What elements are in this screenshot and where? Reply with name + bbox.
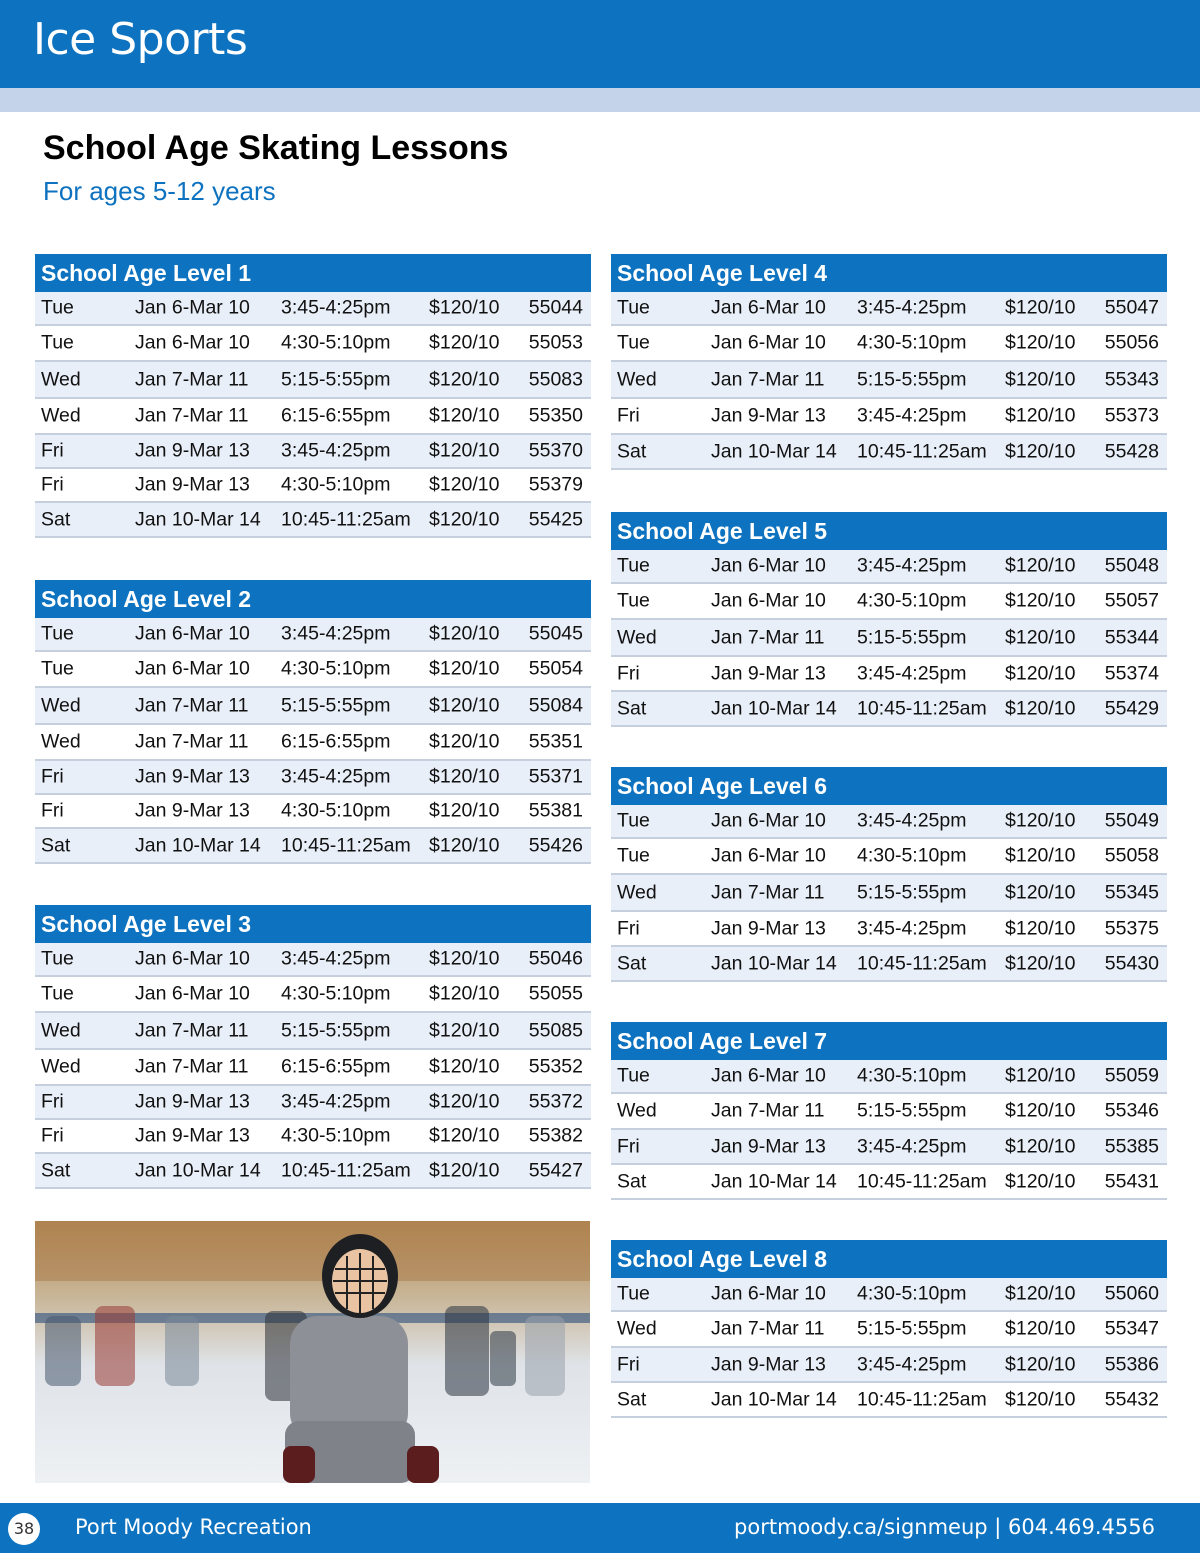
- page-subtitle: For ages 5-12 years: [43, 176, 276, 206]
- dates-cell: Jan 6-Mar 10: [711, 1282, 826, 1305]
- price-cell: $120/10: [429, 508, 500, 530]
- time-cell: 3:45-4:25pm: [857, 662, 967, 684]
- day-cell: Sat: [41, 508, 71, 530]
- table-row: [611, 1130, 1167, 1165]
- price-cell: $120/10: [1005, 404, 1076, 427]
- table-row: [35, 1154, 591, 1189]
- day-cell: Wed: [617, 1317, 657, 1340]
- table-row: [35, 503, 591, 538]
- price-cell: $120/10: [429, 404, 500, 427]
- course-code-cell: 55429: [1104, 697, 1159, 719]
- dates-cell: Jan 9-Mar 13: [135, 473, 250, 496]
- day-cell: Wed: [41, 404, 81, 427]
- table-row: [35, 1050, 591, 1086]
- time-cell: 10:45-11:25am: [281, 834, 411, 856]
- time-cell: 5:15-5:55pm: [281, 1019, 391, 1041]
- price-cell: $120/10: [429, 296, 500, 319]
- dates-cell: Jan 10-Mar 14: [711, 440, 837, 462]
- course-code-cell: 55375: [1104, 917, 1159, 939]
- day-cell: Fri: [617, 404, 640, 427]
- price-cell: $120/10: [429, 1124, 500, 1147]
- price-cell: $120/10: [1005, 554, 1076, 577]
- schedule-table-level-8: [611, 1240, 1167, 1418]
- course-code-cell: 55386: [1104, 1353, 1159, 1375]
- day-cell: Fri: [41, 473, 64, 496]
- time-cell: 5:15-5:55pm: [857, 1317, 967, 1340]
- dates-cell: Jan 6-Mar 10: [135, 622, 250, 645]
- time-cell: 3:45-4:25pm: [281, 1090, 391, 1113]
- price-cell: $120/10: [1005, 1353, 1076, 1375]
- time-cell: 4:30-5:10pm: [857, 1282, 967, 1305]
- day-cell: Tue: [617, 589, 650, 612]
- price-cell: $120/10: [429, 1055, 500, 1078]
- time-cell: 6:15-6:55pm: [281, 730, 391, 753]
- dates-cell: Jan 9-Mar 13: [135, 799, 250, 822]
- time-cell: 3:45-4:25pm: [857, 404, 967, 427]
- course-code-cell: 55385: [1104, 1135, 1159, 1157]
- dates-cell: Jan 7-Mar 11: [711, 368, 825, 390]
- table-row: [611, 805, 1167, 839]
- price-cell: $120/10: [429, 1090, 500, 1113]
- course-code-cell: 55054: [528, 657, 583, 680]
- time-cell: 10:45-11:25am: [281, 1159, 411, 1181]
- schedule-table-level-4: [611, 254, 1167, 470]
- day-cell: Wed: [617, 626, 657, 648]
- dates-cell: Jan 6-Mar 10: [135, 296, 250, 319]
- course-code-cell: 55351: [528, 730, 583, 753]
- table-row: [35, 362, 591, 399]
- dates-cell: Jan 10-Mar 14: [711, 952, 837, 974]
- dates-cell: Jan 6-Mar 10: [135, 657, 250, 680]
- table-row: [611, 550, 1167, 584]
- day-cell: Wed: [617, 368, 657, 390]
- dates-cell: Jan 6-Mar 10: [135, 982, 250, 1005]
- day-cell: Wed: [41, 730, 81, 753]
- time-cell: 3:45-4:25pm: [857, 1353, 967, 1375]
- time-cell: 5:15-5:55pm: [281, 694, 391, 716]
- time-cell: 5:15-5:55pm: [857, 881, 967, 903]
- price-cell: $120/10: [429, 622, 500, 645]
- dates-cell: Jan 7-Mar 11: [135, 730, 249, 753]
- header-band: [0, 88, 1200, 112]
- table-row: [611, 435, 1167, 470]
- dates-cell: Jan 6-Mar 10: [711, 844, 826, 867]
- course-code-cell: 55057: [1104, 589, 1159, 612]
- time-cell: 3:45-4:25pm: [857, 1135, 967, 1157]
- dates-cell: Jan 10-Mar 14: [135, 1159, 261, 1181]
- table-title: School Age Level 1: [35, 254, 591, 292]
- dates-cell: Jan 6-Mar 10: [711, 1064, 826, 1087]
- course-code-cell: 55370: [528, 439, 583, 462]
- time-cell: 3:45-4:25pm: [281, 439, 391, 462]
- dates-cell: Jan 10-Mar 14: [711, 697, 837, 719]
- time-cell: 10:45-11:25am: [857, 440, 987, 462]
- time-cell: 3:45-4:25pm: [281, 765, 391, 788]
- course-code-cell: 55381: [528, 799, 583, 822]
- table-title: School Age Level 7: [611, 1022, 1167, 1060]
- day-cell: Sat: [617, 440, 647, 462]
- table-title: School Age Level 5: [611, 512, 1167, 550]
- table-row: [35, 399, 591, 435]
- dates-cell: Jan 7-Mar 11: [711, 881, 825, 903]
- table-row: [35, 977, 591, 1013]
- day-cell: Fri: [41, 765, 64, 788]
- schedule-table-level-5: [611, 512, 1167, 727]
- table-row: [35, 943, 591, 977]
- time-cell: 4:30-5:10pm: [857, 331, 967, 354]
- price-cell: $120/10: [1005, 662, 1076, 684]
- time-cell: 4:30-5:10pm: [857, 1064, 967, 1087]
- price-cell: $120/10: [1005, 917, 1076, 939]
- day-cell: Fri: [617, 1353, 640, 1375]
- table-row: [35, 652, 591, 688]
- course-code-cell: 55048: [1104, 554, 1159, 577]
- time-cell: 5:15-5:55pm: [281, 368, 391, 390]
- day-cell: Tue: [617, 554, 650, 577]
- table-title: School Age Level 6: [611, 767, 1167, 805]
- table-row: [611, 1348, 1167, 1383]
- course-code-cell: 55350: [528, 404, 583, 427]
- time-cell: 5:15-5:55pm: [857, 1099, 967, 1122]
- price-cell: $120/10: [429, 331, 500, 354]
- course-code-cell: 55059: [1104, 1064, 1159, 1087]
- schedule-table-level-7: [611, 1022, 1167, 1200]
- table-row: [611, 947, 1167, 982]
- price-cell: $120/10: [429, 765, 500, 788]
- dates-cell: Jan 6-Mar 10: [711, 589, 826, 612]
- table-row: [611, 620, 1167, 657]
- table-row: [35, 1120, 591, 1154]
- course-code-cell: 55352: [528, 1055, 583, 1078]
- table-row: [35, 618, 591, 652]
- dates-cell: Jan 7-Mar 11: [135, 1055, 249, 1078]
- course-code-cell: 55049: [1104, 809, 1159, 832]
- price-cell: $120/10: [1005, 368, 1076, 390]
- course-code-cell: 55425: [528, 508, 583, 530]
- day-cell: Fri: [41, 1090, 64, 1113]
- day-cell: Tue: [41, 982, 74, 1005]
- day-cell: Tue: [41, 296, 74, 319]
- dates-cell: Jan 9-Mar 13: [711, 662, 826, 684]
- schedule-table-level-1: [35, 254, 591, 538]
- day-cell: Tue: [41, 622, 74, 645]
- price-cell: $120/10: [429, 439, 500, 462]
- time-cell: 4:30-5:10pm: [281, 473, 391, 496]
- price-cell: $120/10: [429, 368, 500, 390]
- schedule-table-level-2: [35, 580, 591, 864]
- day-cell: Tue: [41, 331, 74, 354]
- dates-cell: Jan 9-Mar 13: [135, 1124, 250, 1147]
- table-row: [611, 292, 1167, 326]
- table-row: [611, 657, 1167, 692]
- day-cell: Tue: [617, 809, 650, 832]
- time-cell: 4:30-5:10pm: [281, 982, 391, 1005]
- course-code-cell: 55085: [528, 1019, 583, 1041]
- day-cell: Sat: [617, 1388, 647, 1410]
- day-cell: Tue: [617, 844, 650, 867]
- dates-cell: Jan 9-Mar 13: [711, 404, 826, 427]
- dates-cell: Jan 6-Mar 10: [711, 809, 826, 832]
- table-row: [611, 1165, 1167, 1200]
- day-cell: Tue: [617, 296, 650, 319]
- day-cell: Wed: [617, 881, 657, 903]
- table-row: [35, 326, 591, 362]
- table-row: [611, 362, 1167, 399]
- photo-illustration: [35, 1221, 590, 1483]
- table-title: School Age Level 4: [611, 254, 1167, 292]
- price-cell: $120/10: [1005, 1064, 1076, 1087]
- course-code-cell: 55372: [528, 1090, 583, 1113]
- time-cell: 6:15-6:55pm: [281, 404, 391, 427]
- time-cell: 3:45-4:25pm: [857, 554, 967, 577]
- price-cell: $120/10: [1005, 952, 1076, 974]
- dates-cell: Jan 6-Mar 10: [711, 296, 826, 319]
- course-code-cell: 55083: [528, 368, 583, 390]
- table-row: [611, 839, 1167, 875]
- dates-cell: Jan 9-Mar 13: [711, 1353, 826, 1375]
- day-cell: Wed: [617, 1099, 657, 1122]
- dates-cell: Jan 9-Mar 13: [711, 917, 826, 939]
- price-cell: $120/10: [1005, 1135, 1076, 1157]
- course-code-cell: 55432: [1104, 1388, 1159, 1410]
- table-title: School Age Level 3: [35, 905, 591, 943]
- day-cell: Tue: [617, 1282, 650, 1305]
- day-cell: Sat: [617, 1170, 647, 1192]
- table-row: [611, 1094, 1167, 1130]
- day-cell: Fri: [41, 1124, 64, 1147]
- course-code-cell: 55373: [1104, 404, 1159, 427]
- price-cell: $120/10: [1005, 809, 1076, 832]
- day-cell: Wed: [41, 368, 81, 390]
- table-row: [611, 1312, 1167, 1348]
- price-cell: $120/10: [1005, 1170, 1076, 1192]
- day-cell: Wed: [41, 1019, 81, 1041]
- time-cell: 3:45-4:25pm: [281, 947, 391, 970]
- price-cell: $120/10: [429, 947, 500, 970]
- price-cell: $120/10: [1005, 589, 1076, 612]
- dates-cell: Jan 6-Mar 10: [711, 331, 826, 354]
- course-code-cell: 55046: [528, 947, 583, 970]
- price-cell: $120/10: [1005, 626, 1076, 648]
- table-row: [611, 1278, 1167, 1312]
- day-cell: Wed: [41, 694, 81, 716]
- course-code-cell: 55428: [1104, 440, 1159, 462]
- table-row: [35, 435, 591, 469]
- price-cell: $120/10: [429, 834, 500, 856]
- course-code-cell: 55371: [528, 765, 583, 788]
- table-row: [35, 829, 591, 864]
- time-cell: 10:45-11:25am: [857, 1170, 987, 1192]
- course-code-cell: 55044: [528, 296, 583, 319]
- dates-cell: Jan 7-Mar 11: [711, 626, 825, 648]
- page-number: 38: [8, 1513, 40, 1545]
- course-code-cell: 55430: [1104, 952, 1159, 974]
- price-cell: $120/10: [429, 799, 500, 822]
- price-cell: $120/10: [429, 694, 500, 716]
- dates-cell: Jan 7-Mar 11: [135, 404, 249, 427]
- day-cell: Tue: [617, 331, 650, 354]
- contact-link[interactable]: portmoody.ca/signmeup | 604.469.4556: [734, 1515, 1155, 1539]
- dates-cell: Jan 7-Mar 11: [711, 1317, 825, 1340]
- table-row: [611, 692, 1167, 727]
- table-row: [611, 875, 1167, 912]
- price-cell: $120/10: [429, 657, 500, 680]
- price-cell: $120/10: [429, 473, 500, 496]
- course-code-cell: 55055: [528, 982, 583, 1005]
- dates-cell: Jan 6-Mar 10: [711, 554, 826, 577]
- price-cell: $120/10: [1005, 697, 1076, 719]
- course-code-cell: 55045: [528, 622, 583, 645]
- course-code-cell: 55347: [1104, 1317, 1159, 1340]
- schedule-table-level-3: [35, 905, 591, 1189]
- price-cell: $120/10: [429, 1159, 500, 1181]
- dates-cell: Jan 6-Mar 10: [135, 947, 250, 970]
- time-cell: 10:45-11:25am: [857, 1388, 987, 1410]
- course-code-cell: 55047: [1104, 296, 1159, 319]
- course-code-cell: 55346: [1104, 1099, 1159, 1122]
- dates-cell: Jan 9-Mar 13: [135, 439, 250, 462]
- time-cell: 4:30-5:10pm: [281, 799, 391, 822]
- price-cell: $120/10: [1005, 1282, 1076, 1305]
- table-row: [35, 761, 591, 795]
- price-cell: $120/10: [1005, 440, 1076, 462]
- section-title: Ice Sports: [33, 14, 248, 65]
- dates-cell: Jan 9-Mar 13: [135, 1090, 250, 1113]
- course-code-cell: 55431: [1104, 1170, 1159, 1192]
- footer-bar: [0, 1503, 1200, 1553]
- table-row: [611, 326, 1167, 362]
- time-cell: 3:45-4:25pm: [857, 296, 967, 319]
- table-row: [35, 688, 591, 725]
- day-cell: Fri: [617, 917, 640, 939]
- price-cell: $120/10: [1005, 331, 1076, 354]
- course-code-cell: 55060: [1104, 1282, 1159, 1305]
- price-cell: $120/10: [1005, 296, 1076, 319]
- course-code-cell: 55053: [528, 331, 583, 354]
- course-code-cell: 55058: [1104, 844, 1159, 867]
- table-row: [35, 1013, 591, 1050]
- page-title: School Age Skating Lessons: [43, 129, 509, 167]
- dates-cell: Jan 7-Mar 11: [135, 1019, 249, 1041]
- schedule-table-level-6: [611, 767, 1167, 982]
- table-row: [35, 292, 591, 326]
- time-cell: 3:45-4:25pm: [857, 917, 967, 939]
- day-cell: Tue: [617, 1064, 650, 1087]
- table-title: School Age Level 2: [35, 580, 591, 618]
- dates-cell: Jan 9-Mar 13: [135, 765, 250, 788]
- price-cell: $120/10: [1005, 1099, 1076, 1122]
- price-cell: $120/10: [429, 1019, 500, 1041]
- course-code-cell: 55382: [528, 1124, 583, 1147]
- price-cell: $120/10: [1005, 1388, 1076, 1410]
- day-cell: Tue: [41, 657, 74, 680]
- time-cell: 5:15-5:55pm: [857, 626, 967, 648]
- table-row: [611, 912, 1167, 947]
- time-cell: 5:15-5:55pm: [857, 368, 967, 390]
- time-cell: 3:45-4:25pm: [281, 622, 391, 645]
- course-code-cell: 55344: [1104, 626, 1159, 648]
- course-code-cell: 55056: [1104, 331, 1159, 354]
- hockey-kids-photo: [35, 1221, 590, 1483]
- course-code-cell: 55379: [528, 473, 583, 496]
- time-cell: 4:30-5:10pm: [857, 844, 967, 867]
- dates-cell: Jan 9-Mar 13: [711, 1135, 826, 1157]
- day-cell: Sat: [617, 697, 647, 719]
- time-cell: 4:30-5:10pm: [857, 589, 967, 612]
- time-cell: 10:45-11:25am: [281, 508, 411, 530]
- dates-cell: Jan 7-Mar 11: [711, 1099, 825, 1122]
- day-cell: Sat: [41, 1159, 71, 1181]
- dates-cell: Jan 6-Mar 10: [135, 331, 250, 354]
- day-cell: Fri: [41, 799, 64, 822]
- price-cell: $120/10: [429, 982, 500, 1005]
- price-cell: $120/10: [429, 730, 500, 753]
- day-cell: Sat: [41, 834, 71, 856]
- top-banner: [0, 0, 1200, 88]
- course-code-cell: 55345: [1104, 881, 1159, 903]
- table-row: [35, 469, 591, 503]
- time-cell: 6:15-6:55pm: [281, 1055, 391, 1078]
- day-cell: Sat: [617, 952, 647, 974]
- time-cell: 3:45-4:25pm: [857, 809, 967, 832]
- course-code-cell: 55426: [528, 834, 583, 856]
- table-row: [35, 1086, 591, 1120]
- time-cell: 3:45-4:25pm: [281, 296, 391, 319]
- table-row: [611, 1060, 1167, 1094]
- dates-cell: Jan 10-Mar 14: [135, 834, 261, 856]
- price-cell: $120/10: [1005, 881, 1076, 903]
- course-code-cell: 55084: [528, 694, 583, 716]
- day-cell: Fri: [617, 1135, 640, 1157]
- organization-name: Port Moody Recreation: [75, 1515, 312, 1539]
- day-cell: Fri: [617, 662, 640, 684]
- table-title: School Age Level 8: [611, 1240, 1167, 1278]
- time-cell: 4:30-5:10pm: [281, 657, 391, 680]
- dates-cell: Jan 7-Mar 11: [135, 694, 249, 716]
- course-code-cell: 55343: [1104, 368, 1159, 390]
- dates-cell: Jan 10-Mar 14: [135, 508, 261, 530]
- table-row: [35, 725, 591, 761]
- time-cell: 10:45-11:25am: [857, 697, 987, 719]
- day-cell: Wed: [41, 1055, 81, 1078]
- price-cell: $120/10: [1005, 844, 1076, 867]
- table-row: [611, 399, 1167, 435]
- time-cell: 4:30-5:10pm: [281, 1124, 391, 1147]
- day-cell: Tue: [41, 947, 74, 970]
- dates-cell: Jan 7-Mar 11: [135, 368, 249, 390]
- table-row: [35, 795, 591, 829]
- course-code-cell: 55427: [528, 1159, 583, 1181]
- dates-cell: Jan 10-Mar 14: [711, 1388, 837, 1410]
- table-row: [611, 584, 1167, 620]
- time-cell: 10:45-11:25am: [857, 952, 987, 974]
- time-cell: 4:30-5:10pm: [281, 331, 391, 354]
- price-cell: $120/10: [1005, 1317, 1076, 1340]
- course-code-cell: 55374: [1104, 662, 1159, 684]
- dates-cell: Jan 10-Mar 14: [711, 1170, 837, 1192]
- day-cell: Fri: [41, 439, 64, 462]
- table-row: [611, 1383, 1167, 1418]
